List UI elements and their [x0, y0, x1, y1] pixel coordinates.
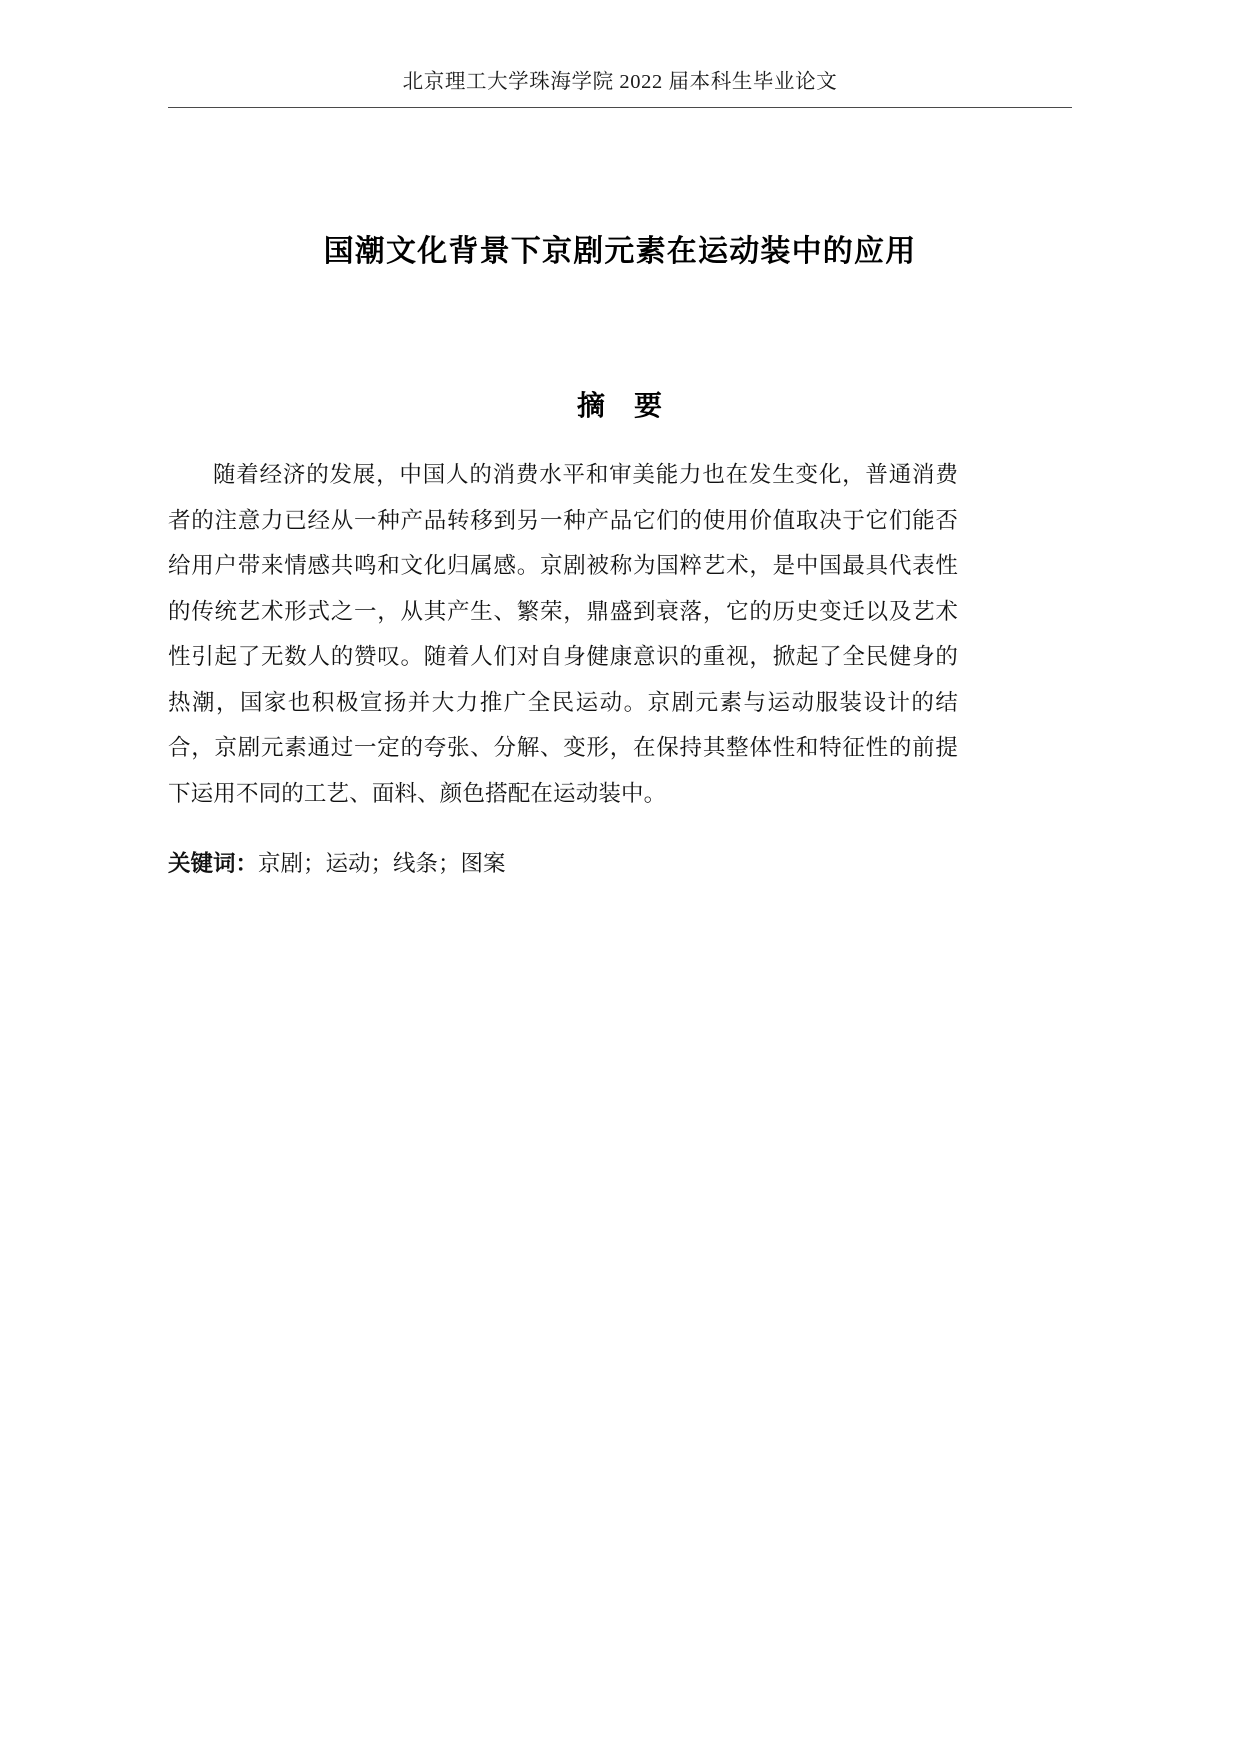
keywords-line — [168, 846, 958, 882]
keywords-label: 关键词： — [168, 851, 259, 876]
abstract-heading-char-2: 要 — [634, 391, 664, 422]
keywords-values: 京剧；运动；线条；图案 — [258, 851, 506, 876]
abstract-body — [168, 452, 958, 816]
abstract-paragraph: 随着经济的发展，中国人的消费水平和审美能力也在发生变化，普通消费者的注意力已经从一种产品转移到另一种产品它们的使用价值取决于它们能否给用户带来情感共鸣和文化归属感。京剧被称为国粹艺术，是中国最具代表性的传统艺术形式之一，从其产生、繁荣，鼎盛到衰落，它的历史变迁以及艺术性引起了无数人的赞叹。随着人们对自身健康意识的重视，掀起了全民健身的热潮，国家也积极宣扬并大力推广全民运动。京剧元素与运动服装设计的结合，京剧元素通过一定的夸张、分解、变形，在保持其整体性和特征性的前提下运用不同的工艺、面料、颜色搭配在运动装中。 — [168, 462, 958, 806]
header-divider-rule — [168, 107, 1072, 108]
page-title: 国潮文化背景下京剧元素在运动装中的应用 — [323, 235, 917, 269]
running-header-text: 北京理工大学珠海学院 2022 届本科生毕业论文 — [402, 71, 838, 93]
abstract-heading-char-1: 摘 — [576, 391, 606, 422]
running-header — [0, 70, 1240, 95]
abstract-heading — [0, 384, 1240, 424]
